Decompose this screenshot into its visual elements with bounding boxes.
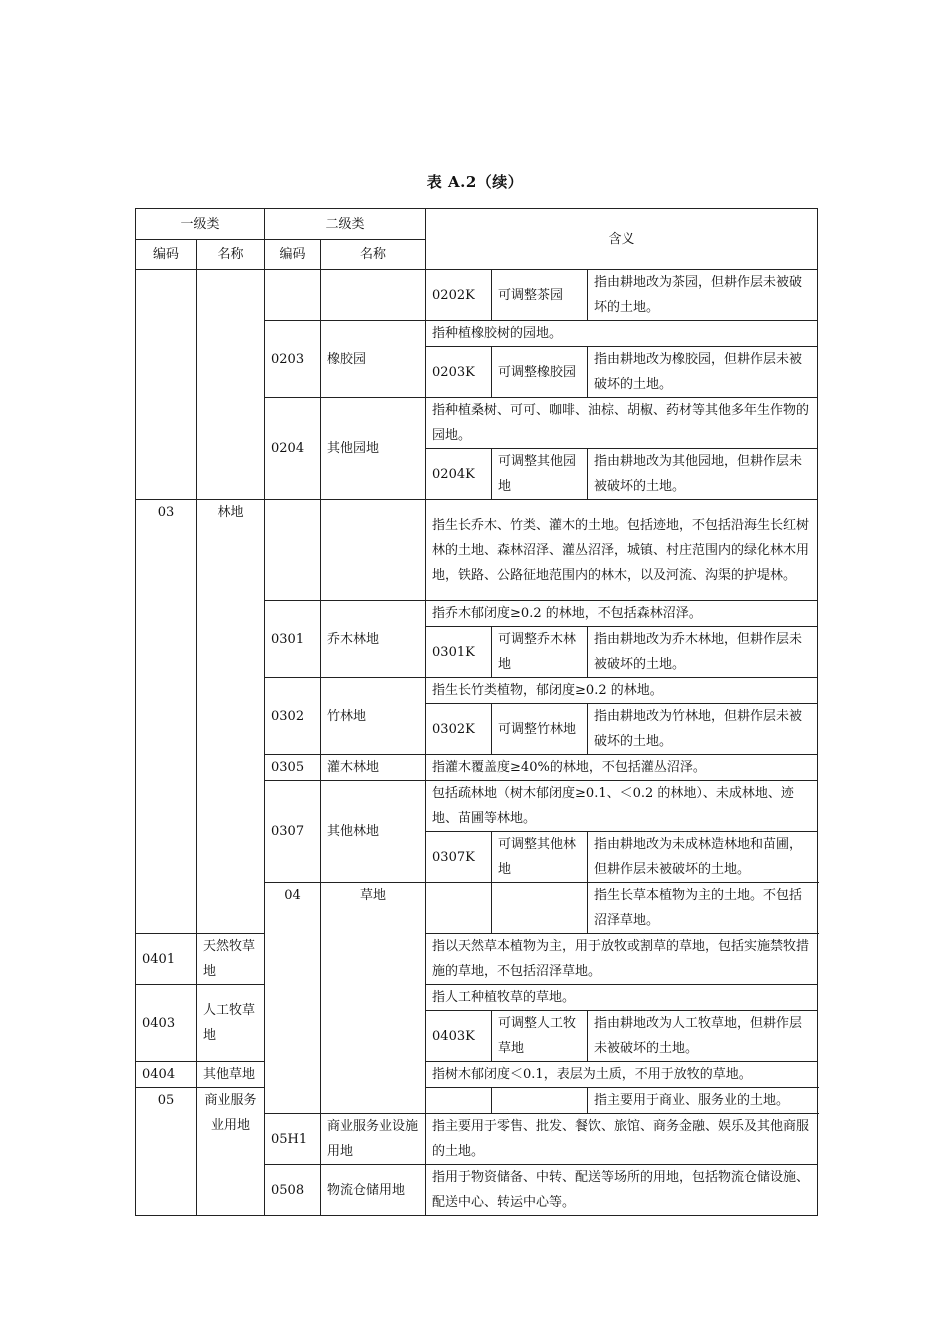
row-meaning: 指由耕地改为茶园，但耕作层未被破坏的土地。 bbox=[588, 270, 818, 321]
row-name: 乔木林地 bbox=[321, 601, 426, 678]
row-name: 可调整人工牧草地 bbox=[492, 1011, 588, 1062]
row-name: 可调整茶园 bbox=[492, 270, 588, 321]
row-meaning: 指以天然草本植物为主，用于放牧或割草的草地，包括实施禁牧措施的草地，不包括沼泽草地。 bbox=[426, 934, 818, 985]
row-code: 0508 bbox=[265, 1165, 321, 1216]
row-code: 0204 bbox=[265, 398, 321, 500]
row-name: 其他草地 bbox=[197, 1062, 265, 1088]
row-code: 0301K bbox=[426, 627, 492, 678]
row-code: 05H1 bbox=[265, 1114, 321, 1165]
row-name: 商业服务业用地 bbox=[197, 1088, 265, 1216]
row-name: 可调整竹林地 bbox=[492, 704, 588, 755]
row-meaning: 指由耕地改为乔木林地，但耕作层未被破坏的土地。 bbox=[588, 627, 818, 678]
l1-code-cell bbox=[136, 270, 197, 500]
row-meaning: 指生长乔木、竹类、灌木的土地。包括迹地，不包括沿海生长红树林的土地、森林沼泽、灌丛沼泽，城镇、村庄范围内的绿化林木用地，铁路、公路征地范围内的林木，以及河流、沟渠的护堤林。 bbox=[426, 500, 818, 601]
row-name: 物流仓储用地 bbox=[321, 1165, 426, 1216]
row-meaning: 指用于物资储备、中转、配送等场所的用地，包括物流仓储设施、配送中心、转运中心等。 bbox=[426, 1165, 818, 1216]
row-code: 0401 bbox=[136, 934, 197, 985]
row-code: 0307K bbox=[426, 832, 492, 883]
row-name: 灌木林地 bbox=[321, 755, 426, 781]
l2-code-cell bbox=[265, 270, 321, 321]
row-name: 草地 bbox=[321, 883, 426, 1114]
row-name: 可调整其他园地 bbox=[492, 449, 588, 500]
row-code: 0307 bbox=[265, 781, 321, 883]
row-code: 0203 bbox=[265, 321, 321, 398]
row-name: 天然牧草地 bbox=[197, 934, 265, 985]
l2-name-cell bbox=[492, 1088, 588, 1114]
row-name: 橡胶园 bbox=[321, 321, 426, 398]
header-level1: 一级类 bbox=[136, 209, 265, 240]
header-l2-name: 名称 bbox=[321, 240, 426, 270]
row-name: 可调整乔木林地 bbox=[492, 627, 588, 678]
header-l2-code: 编码 bbox=[265, 240, 321, 270]
land-classification-table bbox=[135, 208, 818, 1216]
row-code: 04 bbox=[265, 883, 321, 1114]
header-meaning: 含义 bbox=[426, 209, 818, 270]
row-meaning: 指由耕地改为人工牧草地，但耕作层未被破坏的土地。 bbox=[588, 1011, 818, 1062]
l2-code-cell bbox=[426, 1088, 492, 1114]
header-l1-code: 编码 bbox=[136, 240, 197, 270]
row-name: 竹林地 bbox=[321, 678, 426, 755]
row-meaning: 指人工种植牧草的草地。 bbox=[426, 985, 818, 1011]
row-meaning: 指主要用于零售、批发、餐饮、旅馆、商务金融、娱乐及其他商服的土地。 bbox=[426, 1114, 818, 1165]
row-name: 可调整橡胶园 bbox=[492, 347, 588, 398]
row-code: 0302 bbox=[265, 678, 321, 755]
header-l1-name: 名称 bbox=[197, 240, 265, 270]
l2-code-cell bbox=[426, 883, 492, 934]
row-meaning: 指由耕地改为其他园地，但耕作层未被破坏的土地。 bbox=[588, 449, 818, 500]
row-name: 人工牧草地 bbox=[197, 985, 265, 1062]
row-code: 0202K bbox=[426, 270, 492, 321]
table-title: 表 A.2（续） bbox=[426, 173, 524, 191]
l1-name-cell bbox=[197, 270, 265, 500]
row-name: 商业服务业设施用地 bbox=[321, 1114, 426, 1165]
row-code: 0403 bbox=[136, 985, 197, 1062]
row-name: 其他林地 bbox=[321, 781, 426, 883]
l2-name-cell bbox=[492, 883, 588, 934]
row-meaning: 指乔木郁闭度≥0.2 的林地，不包括森林沼泽。 bbox=[426, 601, 818, 627]
row-meaning: 指种植橡胶树的园地。 bbox=[426, 321, 818, 347]
row-name: 可调整其他林地 bbox=[492, 832, 588, 883]
row-code: 0203K bbox=[426, 347, 492, 398]
row-meaning: 指种植桑树、可可、咖啡、油棕、胡椒、药材等其他多年生作物的园地。 bbox=[426, 398, 818, 449]
row-code: 0404 bbox=[136, 1062, 197, 1088]
row-meaning: 指由耕地改为竹林地，但耕作层未被破坏的土地。 bbox=[588, 704, 818, 755]
row-meaning: 指由耕地改为未成林造林地和苗圃，但耕作层未被破坏的土地。 bbox=[588, 832, 818, 883]
row-code: 0403K bbox=[426, 1011, 492, 1062]
row-meaning: 包括疏林地（树木郁闭度≥0.1、＜0.2 的林地）、未成林地、迹地、苗圃等林地。 bbox=[426, 781, 818, 832]
row-code: 0305 bbox=[265, 755, 321, 781]
row-meaning: 指灌木覆盖度≥40%的林地，不包括灌丛沼泽。 bbox=[426, 755, 818, 781]
row-code: 0301 bbox=[265, 601, 321, 678]
l2-code-cell bbox=[265, 500, 321, 601]
row-code: 05 bbox=[136, 1088, 197, 1216]
row-code: 03 bbox=[136, 500, 197, 934]
row-meaning: 指生长竹类植物，郁闭度≥0.2 的林地。 bbox=[426, 678, 818, 704]
row-name: 其他园地 bbox=[321, 398, 426, 500]
row-name: 林地 bbox=[197, 500, 265, 934]
row-code: 0302K bbox=[426, 704, 492, 755]
l2-name-cell bbox=[321, 270, 426, 321]
row-meaning: 指主要用于商业、服务业的土地。 bbox=[588, 1088, 818, 1114]
header-level2: 二级类 bbox=[265, 209, 426, 240]
row-meaning: 指树木郁闭度＜0.1，表层为土质，不用于放牧的草地。 bbox=[426, 1062, 818, 1088]
row-meaning: 指由耕地改为橡胶园，但耕作层未被破坏的土地。 bbox=[588, 347, 818, 398]
l2-name-cell bbox=[321, 500, 426, 601]
row-meaning: 指生长草本植物为主的土地。不包括沼泽草地。 bbox=[588, 883, 818, 934]
row-code: 0204K bbox=[426, 449, 492, 500]
